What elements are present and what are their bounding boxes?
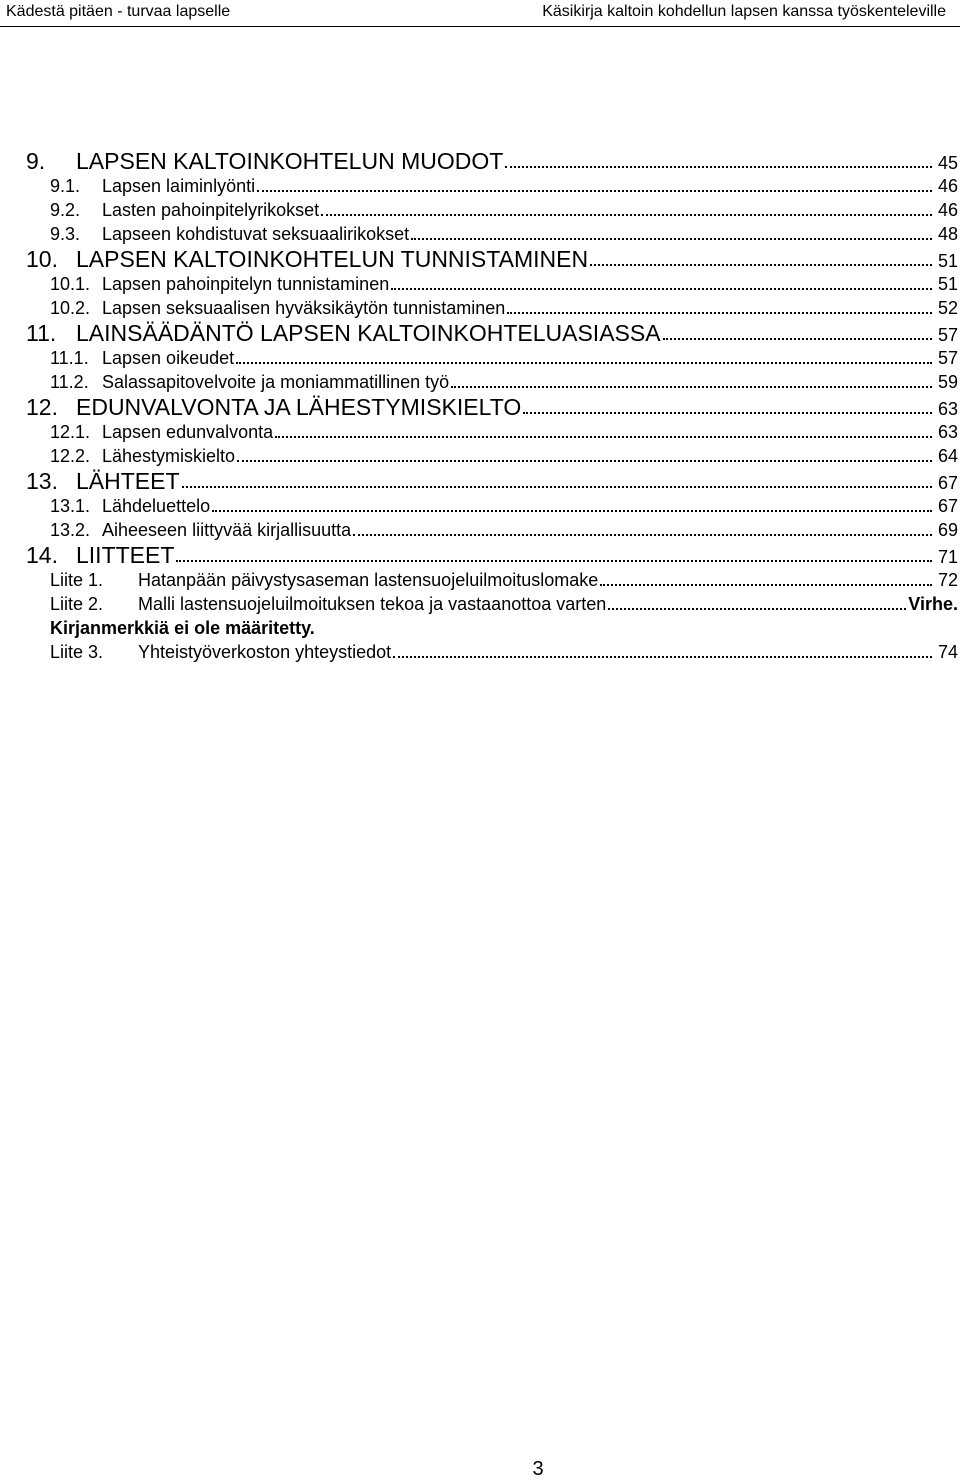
toc-entry-title: EDUNVALVONTA JA LÄHESTYMISKIELTO <box>76 394 522 420</box>
toc-entry-title: LAINSÄÄDÄNTÖ LAPSEN KALTOINKOHTELUASIASSA <box>76 320 661 346</box>
dot-leader <box>663 338 932 340</box>
dot-leader <box>182 486 932 488</box>
dot-leader <box>608 608 906 610</box>
toc-entry-title: Lapsen seksuaalisen hyväksikäytön tunnistaminen <box>102 298 506 318</box>
toc-entry-title: Lapsen pahoinpitelyn tunnistaminen <box>102 274 390 294</box>
toc-entry-page: 51 <box>937 274 958 294</box>
toc-entry-number: 10. <box>26 246 58 272</box>
header-right-title: Käsikirja kaltoin kohdellun lapsen kanssa työskenteleville <box>542 3 946 20</box>
toc-entry-title: Lähdeluettelo <box>102 496 211 516</box>
dot-leader <box>391 288 932 290</box>
toc-entry-title: Hatanpään päivystysaseman lastensuojeluilmoituslomake <box>138 570 599 590</box>
toc-entry-page: 45 <box>937 153 958 173</box>
toc-entry[interactable] <box>26 542 958 568</box>
toc-entry-title: Lapsen oikeudet <box>102 348 235 368</box>
toc-entry-page: 57 <box>937 325 958 345</box>
toc-entry-number: 12.2. <box>50 446 91 466</box>
toc-entry[interactable] <box>26 320 958 346</box>
toc-entry-page: 52 <box>937 298 958 318</box>
toc-entry[interactable] <box>26 346 958 370</box>
toc-entry[interactable] <box>26 272 958 296</box>
toc-entry-number: 11. <box>26 320 57 346</box>
toc-entry-title: LAPSEN KALTOINKOHTELUN TUNNISTAMINEN <box>76 246 589 272</box>
toc-entry-page: 71 <box>937 547 958 567</box>
toc-entry-number: 9. <box>26 148 46 174</box>
toc-entry[interactable] <box>26 420 958 444</box>
toc-entry-number: 10.2. <box>50 298 91 318</box>
dot-leader <box>321 214 932 216</box>
dot-leader <box>523 412 932 414</box>
toc-entry-title: Lapsen laiminlyönti <box>102 176 256 196</box>
toc-entry-page: 72 <box>937 570 958 590</box>
toc-entry-number: 12. <box>26 394 58 420</box>
toc-entry-page: 67 <box>937 496 958 516</box>
toc-entry[interactable] <box>26 246 958 272</box>
toc-entry-title: LÄHTEET <box>76 468 180 494</box>
toc-entry[interactable] <box>26 494 958 518</box>
toc-entry-title: LAPSEN KALTOINKOHTELUN MUODOT <box>76 148 504 174</box>
dot-leader <box>505 166 932 168</box>
toc-entry-page: 63 <box>937 422 958 442</box>
toc-entry[interactable] <box>26 518 958 542</box>
toc-entry-page: 57 <box>937 348 958 368</box>
toc-entry-title: Lapseen kohdistuvat seksuaalirikokset <box>102 224 410 244</box>
dot-leader <box>507 312 932 314</box>
toc-entry-page: 67 <box>937 473 958 493</box>
toc-entry-page: 69 <box>937 520 958 540</box>
page-number <box>0 1458 960 1481</box>
dot-leader <box>393 656 932 658</box>
toc-entry-number: 12.1. <box>50 422 91 442</box>
toc-entry-page: 51 <box>937 251 958 271</box>
dot-leader <box>257 190 932 192</box>
toc-entry-number: Liite 1. <box>50 570 104 590</box>
toc-entry-page: 48 <box>937 224 958 244</box>
toc-entry-title: Salassapitovelvoite ja moniammatillinen työ <box>102 372 450 392</box>
toc-entry-title: Malli lastensuojeluilmoituksen tekoa ja vastaanottoa varten <box>138 594 607 614</box>
toc-entry[interactable] <box>26 148 958 174</box>
toc-entry-page: Virhe. <box>908 594 958 614</box>
toc-entry-title: Lähestymiskielto <box>102 446 236 466</box>
dot-leader <box>600 584 932 586</box>
toc-entry-title: Lapsen edunvalvonta <box>102 422 274 442</box>
dot-leader <box>275 436 932 438</box>
toc-entry-number: 13.1. <box>50 496 91 516</box>
toc-entry-number: 10.1. <box>50 274 91 294</box>
toc-entry-number: Liite 2. <box>50 594 104 614</box>
toc-entry-page: 59 <box>937 372 958 392</box>
toc-entry[interactable] <box>26 222 958 246</box>
toc-entry[interactable] <box>26 468 958 494</box>
toc-entry[interactable] <box>26 592 958 616</box>
toc-entry-number: 13. <box>26 468 58 494</box>
toc-entry-title: Yhteistyöverkoston yhteystiedot <box>138 642 392 662</box>
toc-entry[interactable] <box>26 198 958 222</box>
toc-entry-number: 13.2. <box>50 520 91 540</box>
toc-entry[interactable] <box>26 640 958 664</box>
dot-leader <box>590 264 932 266</box>
running-header <box>0 0 960 27</box>
toc-entry-number: 9.2. <box>50 200 81 220</box>
dot-leader <box>451 386 932 388</box>
dot-leader <box>237 460 932 462</box>
dot-leader <box>236 362 932 364</box>
page-number-text: 3 <box>532 1458 544 1480</box>
dot-leader <box>176 560 932 562</box>
toc-entry-number: 9.1. <box>50 176 81 196</box>
dot-leader <box>212 510 932 512</box>
toc-entry-title: Aiheeseen liittyvää kirjallisuutta <box>102 520 352 540</box>
toc-entry[interactable] <box>26 568 958 592</box>
toc-entry-page: 46 <box>937 200 958 220</box>
table-of-contents <box>26 148 958 664</box>
toc-entry-title: Lasten pahoinpitelyrikokset <box>102 200 320 220</box>
toc-entry-number: 11.2. <box>50 372 89 392</box>
dot-leader <box>353 534 932 536</box>
toc-entry-page: 64 <box>937 446 958 466</box>
toc-entry[interactable] <box>26 296 958 320</box>
dot-leader <box>411 238 932 240</box>
toc-entry[interactable] <box>26 444 958 468</box>
toc-entry-title: LIITTEET <box>76 542 175 568</box>
toc-entry[interactable] <box>26 394 958 420</box>
toc-entry[interactable] <box>26 370 958 394</box>
toc-entry-number: 14. <box>26 542 58 568</box>
toc-entry-page: 74 <box>937 642 958 662</box>
toc-entry-number: 11.1. <box>50 348 89 368</box>
toc-entry-error-continuation: Kirjanmerkkiä ei ole määritetty. <box>50 618 315 638</box>
toc-entry-number: Liite 3. <box>50 642 104 662</box>
toc-entry-page: 63 <box>937 399 958 419</box>
toc-entry-page: 46 <box>937 176 958 196</box>
header-left-title: Kädestä pitäen - turvaa lapselle <box>6 3 231 20</box>
toc-entry[interactable] <box>26 174 958 198</box>
toc-entry-number: 9.3. <box>50 224 81 244</box>
